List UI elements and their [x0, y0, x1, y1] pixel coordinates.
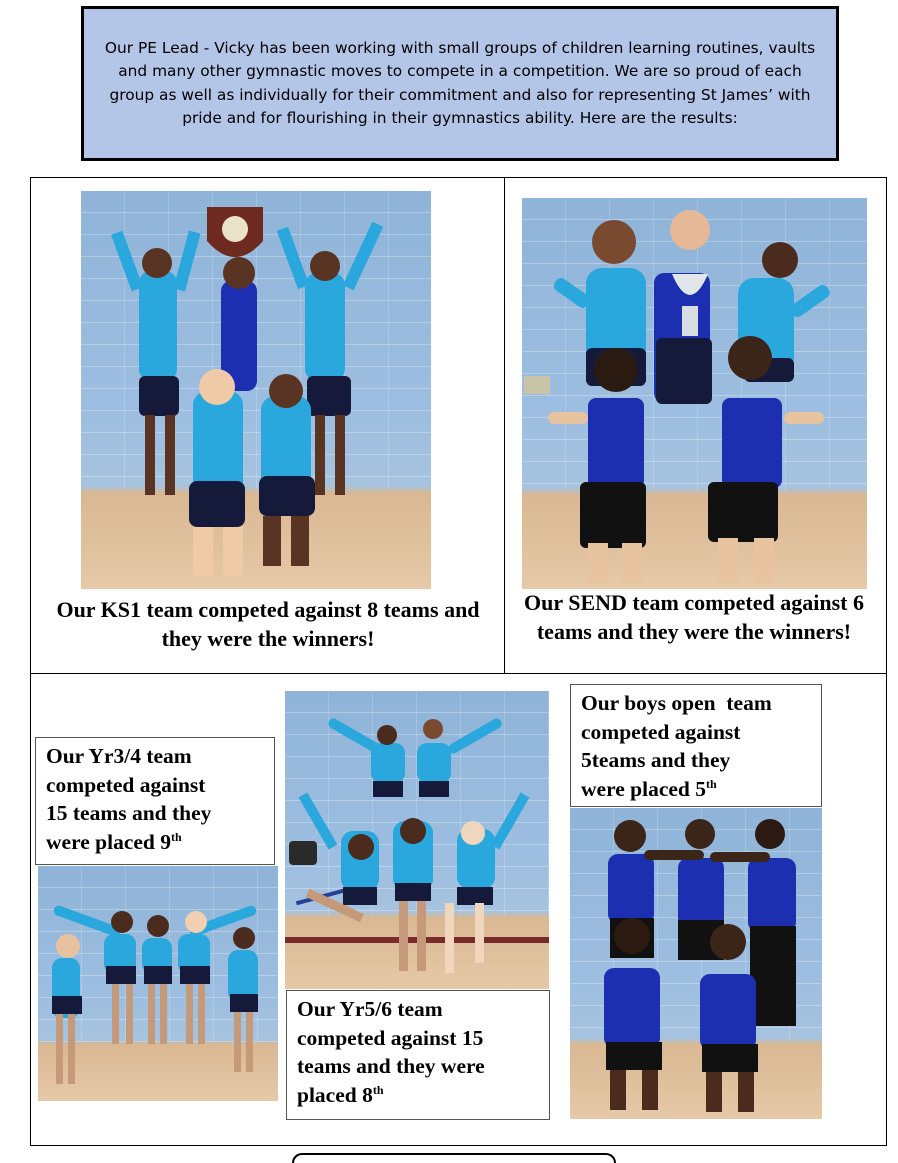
table-divider-vertical — [504, 177, 505, 674]
send-caption: Our SEND team competed against 6 teams and they were the winners! — [524, 590, 864, 644]
yr56-caption-box — [286, 990, 550, 1120]
boys-line4 — [581, 775, 811, 804]
yr56-ordinal: th — [372, 1082, 384, 1097]
boys-line1: Our boys open team — [581, 691, 772, 715]
boys-team-photo — [570, 808, 822, 1119]
boys-placing: were placed 5 — [581, 776, 706, 801]
intro-box — [81, 6, 839, 161]
yr56-line1: Our Yr5/6 team — [297, 997, 443, 1021]
boys-line3: 5teams and they — [581, 748, 731, 772]
yr34-caption-box — [35, 737, 275, 865]
yr56-line2: competed against 15 — [297, 1025, 484, 1050]
boys-line2: competed against — [581, 719, 741, 744]
yr56-placing: placed 8 — [297, 1082, 373, 1107]
send-team-photo — [522, 198, 867, 589]
yr34-line2: competed against — [46, 772, 206, 797]
boys-caption-box — [570, 684, 822, 807]
yr56-line3: teams and they were — [297, 1054, 485, 1078]
yr34-line1: Our Yr3/4 team — [46, 744, 192, 768]
yr56-line4 — [297, 1081, 539, 1110]
yr56-team-photo — [285, 691, 549, 989]
yr34-line3: 15 teams and they — [46, 801, 212, 825]
ks1-caption: Our KS1 team competed against 8 teams and they were the winners! — [56, 597, 480, 651]
yr34-placing: were placed 9 — [46, 829, 171, 854]
ks1-team-photo — [81, 191, 431, 589]
yr34-ordinal: th — [171, 829, 182, 844]
yr34-line4 — [46, 828, 264, 857]
table-divider-horizontal — [30, 673, 887, 674]
footer-box-edge — [292, 1153, 616, 1163]
boys-ordinal: th — [706, 776, 717, 791]
intro-text: Our PE Lead - Vicky has been working with small groups of children learning routines, vaults and many other gymnastic moves to compete in a competition. We are so proud of each group as well as individually for their commitment and also for representing St James’ with pride and for flourishing in their gymnastics ability. Here are the results: — [104, 38, 816, 127]
yr34-team-photo — [38, 866, 278, 1101]
